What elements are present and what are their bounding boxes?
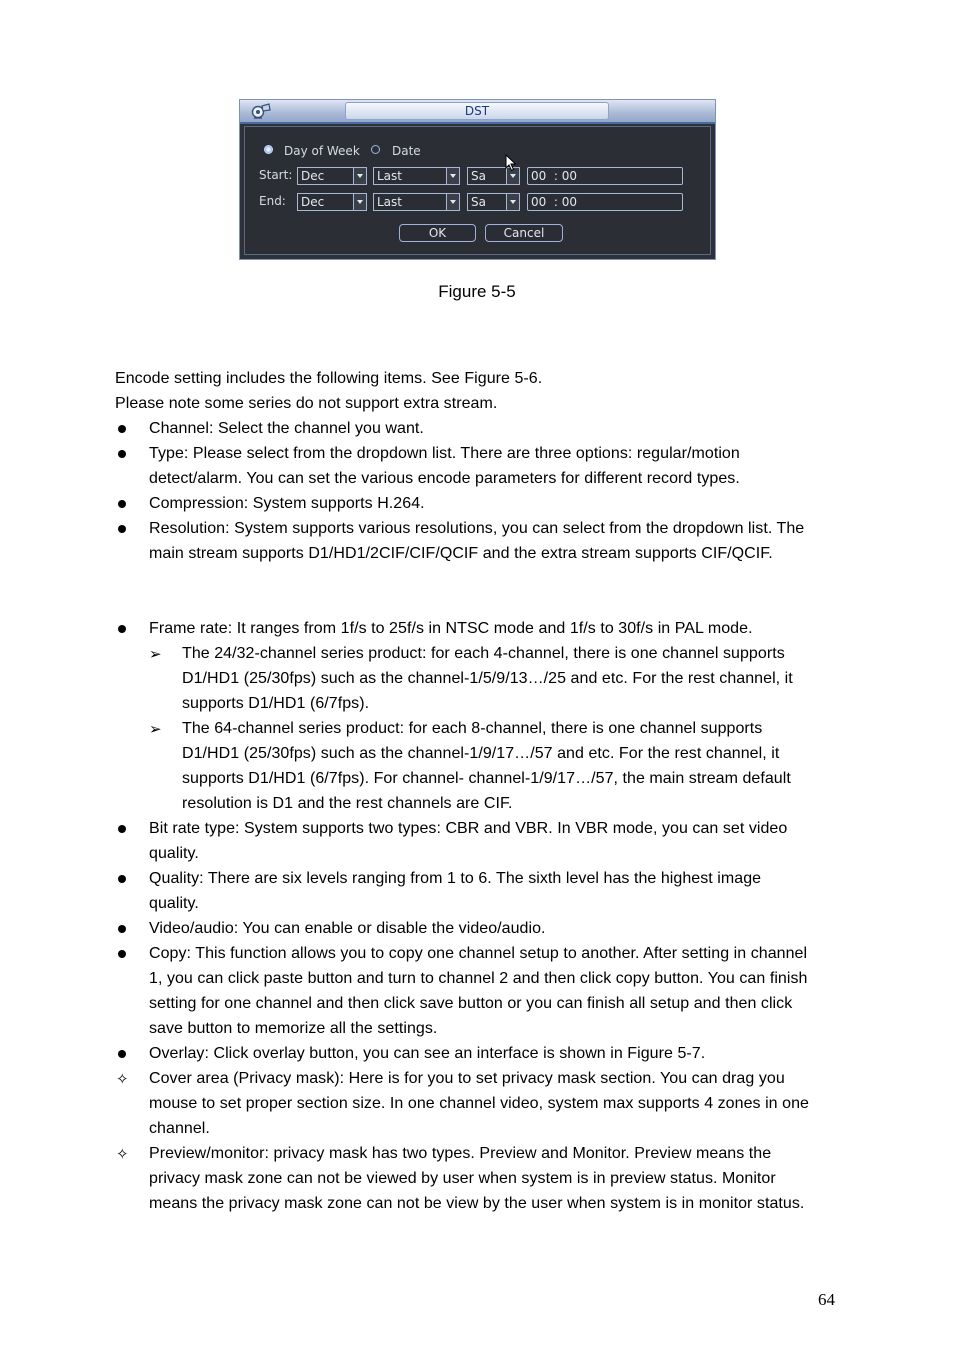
sub-64-item: D1/HD1 (25/30fps) such as the channel-1/9/17…/57 and etc. For the rest channel, it (182, 745, 780, 762)
bit-rate-item: Bit rate type: System supports two types: CBR and VBR. In VBR mode, you can set video (149, 820, 788, 837)
type-item: detect/alarm. You can set the various encode parameters for different record types. (149, 470, 740, 487)
bit-rate-item: quality. (149, 845, 199, 862)
frame-rate-item: Frame rate: It ranges from 1f/s to 25f/s in NTSC mode and 1f/s to 30f/s in PAL mode. (149, 620, 753, 637)
arrow-bullet-icon: ➢ (149, 720, 162, 738)
preview-monitor-item: Preview/monitor: privacy mask has two types. Preview and Monitor. Preview means the (149, 1145, 772, 1162)
bullet-icon (118, 875, 126, 883)
bullet-icon (118, 625, 126, 633)
star-bullet-icon: ✧ (116, 1070, 129, 1088)
dialog-titlebar (240, 100, 715, 124)
chevron-down-icon[interactable] (446, 194, 459, 210)
end-month-value: Dec (301, 195, 325, 209)
chevron-down-icon[interactable] (506, 194, 519, 210)
compression-item: Compression: System supports H.264. (149, 495, 425, 512)
bullet-icon (118, 450, 126, 458)
video-audio-item: Video/audio: You can enable or disable the video/audio. (149, 920, 546, 937)
end-month-select[interactable] (297, 193, 367, 211)
sub-64-item: supports D1/HD1 (6/7fps). For channel- channel-1/9/17…/57, the main stream default (182, 770, 791, 787)
dst-dialog (239, 99, 716, 260)
ok-button[interactable]: OK (399, 224, 476, 242)
cover-area-item: Cover area (Privacy mask): Here is for you to set privacy mask section. You can drag you (149, 1070, 785, 1087)
start-time-input[interactable]: 00 : 00 (527, 167, 683, 185)
preview-monitor-item: means the privacy mask zone can not be view by the user when system is in monitor status. (149, 1195, 805, 1212)
dialog-body (244, 126, 711, 255)
bullet-icon (118, 825, 126, 833)
radio-date[interactable] (371, 145, 380, 154)
cancel-button[interactable]: Cancel (485, 224, 563, 242)
label-day-of-week: Day of Week (284, 144, 360, 158)
sub-24-item: D1/HD1 (25/30fps) such as the channel-1/5/9/13…/25 and etc. For the rest channel, it (182, 670, 793, 687)
sub-64-item: The 64-channel series product: for each 8-channel, there is one channel supports (182, 720, 763, 737)
copy-item: 1, you can click paste button and turn to channel 2 and then click copy button. You can finish (149, 970, 808, 987)
sub-24-item: supports D1/HD1 (6/7fps). (182, 695, 370, 712)
end-week-select[interactable] (373, 193, 460, 211)
bullet-icon (118, 425, 126, 433)
end-week-value: Last (377, 195, 402, 209)
sub-64-item: resolution is D1 and the rest channels are CIF. (182, 795, 513, 812)
camera-logo-icon (250, 102, 272, 120)
cover-area-item: mouse to set proper section size. In one channel video, system max supports 4 zones in one (149, 1095, 809, 1112)
bullet-icon (118, 525, 126, 533)
label-date: Date (392, 144, 421, 158)
chevron-down-icon[interactable] (353, 168, 366, 184)
mouse-cursor-icon (505, 154, 517, 172)
dialog-title: DST (345, 102, 609, 120)
bullet-icon (118, 925, 126, 933)
bullet-icon (118, 1050, 126, 1058)
copy-item: setting for one channel and then click save button or you can finish all setup and then click (149, 995, 793, 1012)
start-week-value: Last (377, 169, 402, 183)
end-day-select[interactable] (467, 193, 520, 211)
page-number: 64 (818, 1290, 835, 1309)
channel-item: Channel: Select the channel you want. (149, 420, 424, 437)
sub-24-item: The 24/32-channel series product: for each 4-channel, there is one channel supports (182, 645, 785, 662)
type-item: Type: Please select from the dropdown list. There are three options: regular/motion (149, 445, 740, 462)
quality-item: Quality: There are six levels ranging from 1 to 6. The sixth level has the highest image (149, 870, 762, 887)
chevron-down-icon[interactable] (446, 168, 459, 184)
bullet-icon (118, 500, 126, 508)
end-time-input[interactable]: 00 : 00 (527, 193, 683, 211)
intro-line: Please note some series do not support extra stream. (115, 395, 498, 412)
cover-area-item: channel. (149, 1120, 210, 1137)
preview-monitor-item: privacy mask zone can not be viewed by user when system is in preview status. Monitor (149, 1170, 776, 1187)
overlay-item: Overlay: Click overlay button, you can see an interface is shown in Figure 5-7. (149, 1045, 706, 1062)
start-month-select[interactable] (297, 167, 367, 185)
start-day-value: Sa (471, 169, 486, 183)
end-label: End: (259, 194, 286, 208)
arrow-bullet-icon: ➢ (149, 645, 162, 663)
bullet-icon (118, 950, 126, 958)
start-label: Start: (259, 168, 293, 182)
radio-day-of-week[interactable] (264, 145, 273, 154)
intro-line: Encode setting includes the following items. See Figure 5-6. (115, 370, 543, 387)
star-bullet-icon: ✧ (116, 1145, 129, 1163)
resolution-item: Resolution: System supports various resolutions, you can select from the dropdown list. The (149, 520, 805, 537)
end-day-value: Sa (471, 195, 486, 209)
start-month-value: Dec (301, 169, 325, 183)
copy-item: save button to memorize all the settings. (149, 1020, 438, 1037)
quality-item: quality. (149, 895, 199, 912)
resolution-item: main stream supports D1/HD1/2CIF/CIF/QCIF and the extra stream supports CIF/QCIF. (149, 545, 773, 562)
copy-item: Copy: This function allows you to copy one channel setup to another. After setting in channel (149, 945, 808, 962)
figure-caption: Figure 5-5 (438, 282, 516, 301)
chevron-down-icon[interactable] (353, 194, 366, 210)
start-week-select[interactable] (373, 167, 460, 185)
